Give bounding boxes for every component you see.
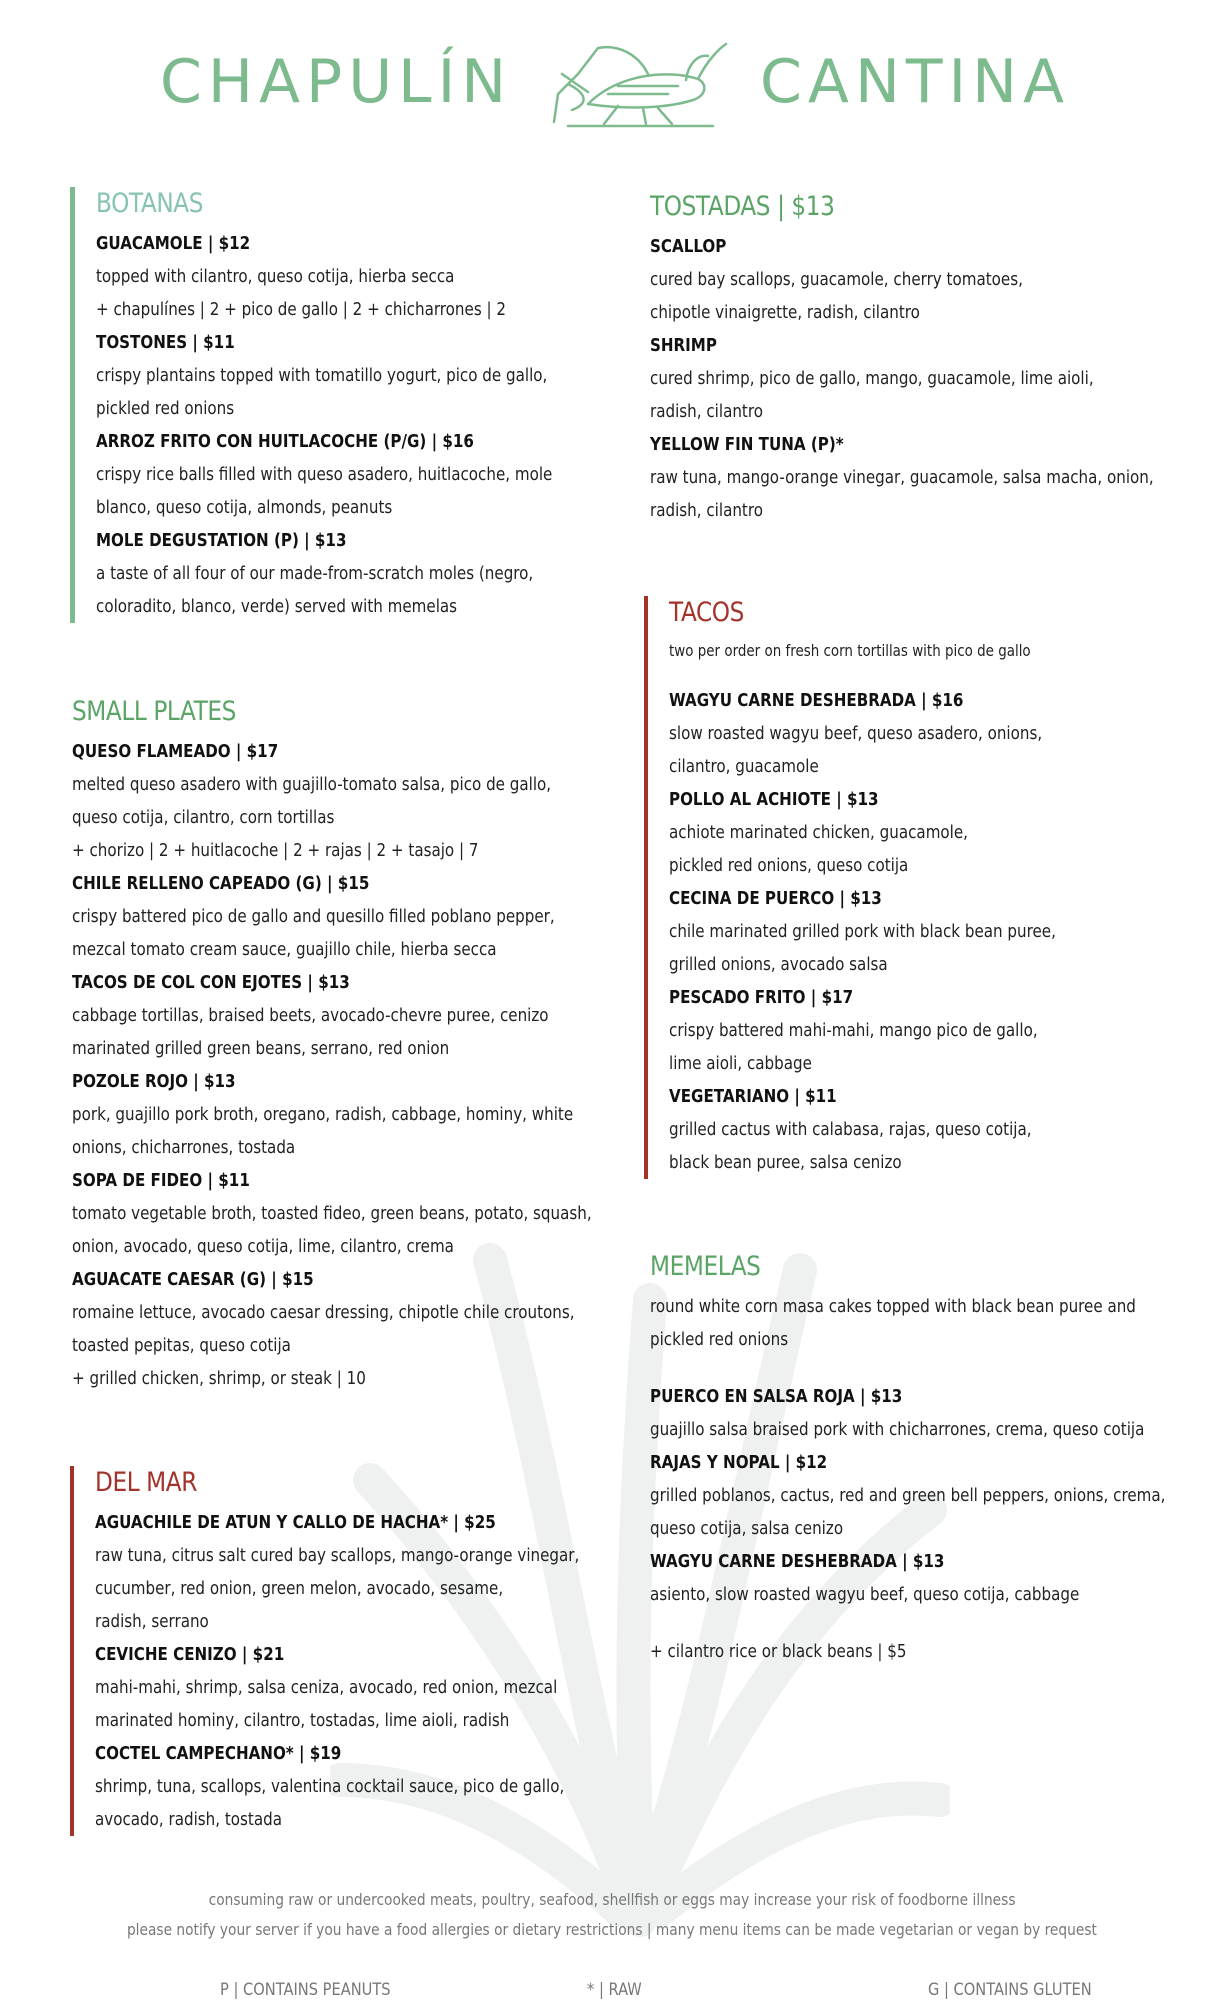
menu-item-description: round white corn masa cakes topped with black bean puree and xyxy=(650,1296,1136,1317)
section-small-plates xyxy=(72,695,612,1395)
menu-item-description: radish, cilantro xyxy=(650,500,763,521)
menu-item-name: AGUACATE CAESAR (G) | $15 xyxy=(72,1269,314,1290)
section-title: TOSTADAS | $13 xyxy=(650,191,835,222)
menu-item-description: achiote marinated chicken, guacamole, xyxy=(669,822,968,843)
menu-item-description: crispy battered mahi-mahi, mango pico de gallo, xyxy=(669,1020,1038,1041)
menu-item-description: + chorizo | 2 + huitlacoche | 2 + rajas | 2 + tasajo | 7 xyxy=(72,840,479,861)
menu-item-description: romaine lettuce, avocado caesar dressing, chipotle chile croutons, xyxy=(72,1302,575,1323)
menu-item-name: ARROZ FRITO CON HUITLACOCHE (P/G) | $16 xyxy=(96,431,474,452)
menu-item-description: black bean puree, salsa cenizo xyxy=(669,1152,902,1173)
section-title: DEL MAR xyxy=(95,1467,197,1498)
menu-item-description: cilantro, guacamole xyxy=(669,756,819,777)
menu-item-description: tomato vegetable broth, toasted fideo, green beans, potato, squash, xyxy=(72,1203,592,1224)
item-list xyxy=(650,1290,1190,1668)
menu-item-description: raw tuna, mango-orange vinegar, guacamole, salsa macha, onion, xyxy=(650,467,1154,488)
item-list xyxy=(95,1506,615,1836)
menu-item-name: RAJAS Y NOPAL | $12 xyxy=(650,1452,828,1473)
menu-item-description: coloradito, blanco, verde) served with memelas xyxy=(96,596,458,617)
menu-item-name: QUESO FLAMEADO | $17 xyxy=(72,741,279,762)
menu-item-name: AGUACHILE DE ATUN Y CALLO DE HACHA* | $25 xyxy=(95,1512,496,1533)
menu-item-description: guajillo salsa braised pork with chicharrones, crema, queso cotija xyxy=(650,1419,1145,1440)
section-title: SMALL PLATES xyxy=(72,696,236,727)
menu-item-description: pickled red onions xyxy=(96,398,235,419)
menu-item-description: cured shrimp, pico de gallo, mango, guacamole, lime aioli, xyxy=(650,368,1094,389)
menu-item-description: grilled onions, avocado salsa xyxy=(669,954,888,975)
menu-item-name: CECINA DE PUERCO | $13 xyxy=(669,888,882,909)
section-memelas xyxy=(650,1250,1190,1668)
menu-item-name: TACOS DE COL CON EJOTES | $13 xyxy=(72,972,350,993)
menu-item-description: grilled cactus with calabasa, rajas, queso cotija, xyxy=(669,1119,1032,1140)
menu-item-description: radish, serrano xyxy=(95,1611,209,1632)
menu-item-description: marinated hominy, cilantro, tostadas, lime aioli, radish xyxy=(95,1710,510,1731)
menu-item-name: TOSTONES | $11 xyxy=(96,332,235,353)
menu-item-description: chipotle vinaigrette, radish, cilantro xyxy=(650,302,920,323)
menu-item-description: lime aioli, cabbage xyxy=(669,1053,812,1074)
notice-text: please notify your server if you have a food allergies or dietary restrictions | many menu items can be made vegetarian or vegan by request xyxy=(127,1920,1097,1939)
menu-item-description: blanco, queso cotija, almonds, peanuts xyxy=(96,497,393,518)
menu-item-name: GUACAMOLE | $12 xyxy=(96,233,251,254)
section-title: MEMELAS xyxy=(650,1251,761,1282)
section-del-mar xyxy=(70,1466,615,1836)
item-list xyxy=(669,684,1189,1179)
menu-item-description: pork, guajillo pork broth, oregano, radish, cabbage, hominy, white xyxy=(72,1104,574,1125)
spacer xyxy=(650,1356,1190,1380)
menu-item-name: MOLE DEGUSTATION (P) | $13 xyxy=(96,530,347,551)
spacer xyxy=(650,1611,1190,1635)
logo-word-left: CHAPULÍN xyxy=(160,47,513,117)
menu-item-description: grilled poblanos, cactus, red and green bell peppers, onions, crema, xyxy=(650,1485,1166,1506)
menu-item-description: marinated grilled green beans, serrano, red onion xyxy=(72,1038,450,1059)
item-list xyxy=(72,735,612,1395)
menu-item-description: pickled red onions xyxy=(650,1329,789,1350)
menu-item-name: SHRIMP xyxy=(650,335,717,356)
menu-item-description: queso cotija, cilantro, corn tortillas xyxy=(72,807,335,828)
menu-item-description: avocado, radish, tostada xyxy=(95,1809,282,1830)
menu-item-name: CHILE RELLENO CAPEADO (G) | $15 xyxy=(72,873,370,894)
menu-item-description: + chapulínes | 2 + pico de gallo | 2 + chicharrones | 2 xyxy=(96,299,507,320)
menu-item-description: raw tuna, citrus salt cured bay scallops, mango-orange vinegar, xyxy=(95,1545,580,1566)
menu-item-description: chile marinated grilled pork with black bean puree, xyxy=(669,921,1056,942)
logo-word-right: CANTINA xyxy=(760,47,1071,117)
menu-item-name: VEGETARIANO | $11 xyxy=(669,1086,837,1107)
menu-item-description: toasted pepitas, queso cotija xyxy=(72,1335,291,1356)
menu-item-name: PUERCO EN SALSA ROJA | $13 xyxy=(650,1386,903,1407)
menu-item-description: crispy battered pico de gallo and quesillo filled poblano pepper, xyxy=(72,906,555,927)
menu-item-name: PESCADO FRITO | $17 xyxy=(669,987,854,1008)
item-list xyxy=(650,230,1190,527)
menu-item-description: a taste of all four of our made-from-scratch moles (negro, xyxy=(96,563,534,584)
menu-item-description: onions, chicharrones, tostada xyxy=(72,1137,296,1158)
menu-item-description: cured bay scallops, guacamole, cherry tomatoes, xyxy=(650,269,1023,290)
menu-item-description: shrimp, tuna, scallops, valentina cocktail sauce, pico de gallo, xyxy=(95,1776,565,1797)
menu-item-description: asiento, slow roasted wagyu beef, queso cotija, cabbage xyxy=(650,1584,1080,1605)
menu-item-description: crispy plantains topped with tomatillo yogurt, pico de gallo, xyxy=(96,365,548,386)
section-title: TACOS xyxy=(669,597,744,628)
menu-item-description: slow roasted wagyu beef, queso asadero, onions, xyxy=(669,723,1043,744)
menu-item-name: CEVICHE CENIZO | $21 xyxy=(95,1644,285,1665)
section-botanas xyxy=(70,187,596,623)
menu-item-description: cucumber, red onion, green melon, avocado, sesame, xyxy=(95,1578,504,1599)
menu-item-name: POZOLE ROJO | $13 xyxy=(72,1071,236,1092)
warning-text: consuming raw or undercooked meats, poultry, seafood, shellfish or eggs may increase your risk of foodborne illness xyxy=(208,1890,1016,1909)
menu-item-description: + cilantro rice or black beans | $5 xyxy=(650,1641,907,1662)
section-intro: two per order on fresh corn tortillas with pico de gallo xyxy=(669,641,1031,660)
menu-item-description: mahi-mahi, shrimp, salsa ceniza, avocado, red onion, mezcal xyxy=(95,1677,558,1698)
menu-item-description: radish, cilantro xyxy=(650,401,763,422)
menu-item-name: SCALLOP xyxy=(650,236,727,257)
section-title: BOTANAS xyxy=(96,188,204,219)
menu-item-name: COCTEL CAMPECHANO* | $19 xyxy=(95,1743,342,1764)
menu-item-description: onion, avocado, queso cotija, lime, cilantro, crema xyxy=(72,1236,454,1257)
menu-item-description: mezcal tomato cream sauce, guajillo chile, hierba secca xyxy=(72,939,497,960)
legend-raw: * | RAW xyxy=(587,1980,642,2000)
menu-item-name: WAGYU CARNE DESHEBRADA | $16 xyxy=(669,690,964,711)
allergy-warning xyxy=(0,1890,1224,1909)
item-list xyxy=(96,227,596,623)
menu-item-description: melted queso asadero with guajillo-tomato salsa, pico de gallo, xyxy=(72,774,552,795)
menu-item-description: topped with cilantro, queso cotija, hierba secca xyxy=(96,266,455,287)
menu-item-description: + grilled chicken, shrimp, or steak | 10 xyxy=(72,1368,366,1389)
menu-item-name: WAGYU CARNE DESHEBRADA | $13 xyxy=(650,1551,945,1572)
legend-peanuts: P | CONTAINS PEANUTS xyxy=(220,1980,391,2000)
section-tostadas xyxy=(650,190,1190,527)
menu-item-description: cabbage tortillas, braised beets, avocado-chevre puree, cenizo xyxy=(72,1005,549,1026)
menu-item-description: crispy rice balls filled with queso asadero, huitlacoche, mole xyxy=(96,464,553,485)
menu-item-name: SOPA DE FIDEO | $11 xyxy=(72,1170,250,1191)
legend-gluten: G | CONTAINS GLUTEN xyxy=(928,1980,1092,2000)
menu-item-description: queso cotija, salsa cenizo xyxy=(650,1518,844,1539)
menu-item-name: POLLO AL ACHIOTE | $13 xyxy=(669,789,879,810)
menu-item-name: YELLOW FIN TUNA (P)* xyxy=(650,434,844,455)
dietary-notice xyxy=(0,1920,1224,1939)
section-tacos xyxy=(644,596,1189,1179)
grasshopper-icon xyxy=(548,34,728,134)
menu-item-description: pickled red onions, queso cotija xyxy=(669,855,909,876)
